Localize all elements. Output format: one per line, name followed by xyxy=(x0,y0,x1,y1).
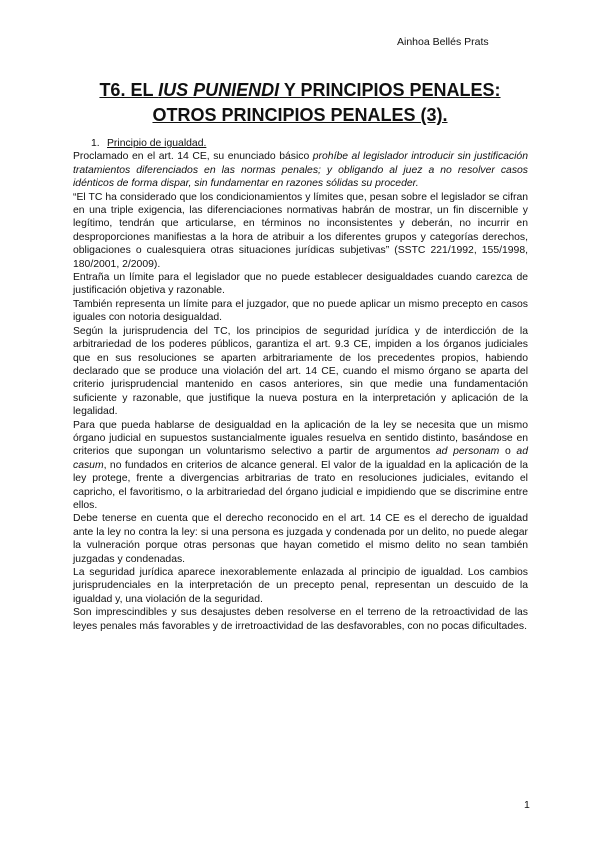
paragraph-6-italic-b: ad casum xyxy=(73,446,528,471)
paragraph-6 xyxy=(73,419,528,513)
paragraph-6-text-c: , no fundados en criterios de alcance general. El valor de la igualdad en la aplicación de la ley protege, frente a divergencias arbitrarias de trato en resoluciones judiciales, evitando el capricho, el favoritismo, o la arbitrariedad del órgano judicial e impidiendo que se discrimine entre ellos. xyxy=(73,459,528,511)
paragraph-7: Debe tenerse en cuenta que el derecho reconocido en el art. 14 CE es el derecho de igualdad ante la ley no contra la ley: si una persona es juzgada y condenada por un delito, no puede alegar la vulneración porque otras personas que hayan cometido el mismo delito no sean también juzgadas y condenadas. xyxy=(73,513,528,565)
paragraph-6-text-b: o xyxy=(499,446,517,458)
paragraph-1 xyxy=(73,150,528,190)
title-prefix: T6. EL xyxy=(99,80,159,100)
paragraph-5: Según la jurisprudencia del TC, los principios de seguridad jurídica y de interdicción de la arbitrariedad de los poderes públicos, garantiza el art. 9.3 CE, impiden a los órganos judiciales que en sus resoluciones se aparten arbitrariamente de los precedentes propios, habiendo declarado que se produce una violación del art. 14 CE, cuando el mismo órgano se aparta del criterio jurisprudencial mantenido en casos anteriores, sin que medie una fundamentación suficiente y razonable, que justifique la nueva postura en la interpretación y aplicación de la legalidad. xyxy=(73,325,528,418)
paragraph-3: Entraña un límite para el legislador que no puede establecer desigualdades cuando carezca de justificación objetiva y razonable. xyxy=(73,272,528,297)
title-line2: OTROS PRINCIPIOS PENALES (3). xyxy=(152,105,448,125)
paragraph-1-text: Proclamado en el art. 14 CE, su enunciado básico xyxy=(73,151,313,163)
paragraph-9: Son imprescindibles y sus desajustes deben resolverse en el terreno de la retroactividad de las leyes penales más favorables y de irretroactividad de las desfavorables, con no pocas dificultades. xyxy=(73,607,528,632)
title-line1-rest: Y PRINCIPIOS PENALES: xyxy=(279,80,501,100)
page-number: 1 xyxy=(524,799,530,811)
title-italic: IUS PUNIENDI xyxy=(158,80,280,100)
document-body xyxy=(73,137,528,633)
paragraph-4: También representa un límite para el juzgador, que no puede aplicar un mismo precepto en casos iguales con notoria desigualdad. xyxy=(73,298,528,324)
paragraph-6-italic-a: ad personam xyxy=(435,446,500,458)
page-title xyxy=(60,78,540,128)
section-heading-text: Principio de igualdad. xyxy=(107,138,207,149)
section-heading xyxy=(91,137,528,150)
paragraph-2: “El TC ha considerado que los condicionamientos y límites que, pesan sobre el legislador se cifran en una triple exigencia, las diferenciaciones normativas habrán de mostrar, un fin discernible y legítimo, tendrán que articularse, en términos no inconsistentes y deberán, no incurrir en desproporciones manifiestas a la hora de atribuir a los diferentes grupos y categorías derechos, obligaciones o cualesquiera otras situaciones jurídicas subjetivas” (SSTC 221/1992, 155/1998, 180/2001, 2/2009). xyxy=(73,191,528,270)
paragraph-6-text-a: Para que pueda hablarse de desigualdad en la aplicación de la ley se necesita que un mismo órgano judicial en supuestos sustancialmente iguales resuelva en sentido distinto, basándose en criterios que supongan un voluntarismo selectivo a partir de argumentos xyxy=(73,419,528,458)
paragraph-1-italic: prohíbe al legislador introducir sin justificación tratamientos diferenciados en las normas penales; y obligando al juez a no resolver casos idénticos de forma dispar, sin fundamentar en razones sólidas su proceder. xyxy=(73,151,528,190)
paragraph-8: La seguridad jurídica aparece inexorablemente enlazada al principio de igualdad. Los cambios jurisprudenciales en la interpretación de un precepto penal, representan un descuido de la igualdad y, una violación de la seguridad. xyxy=(73,567,528,605)
author-header: Ainhoa Bellés Prats xyxy=(397,36,489,48)
section-number: 1. xyxy=(91,138,100,149)
